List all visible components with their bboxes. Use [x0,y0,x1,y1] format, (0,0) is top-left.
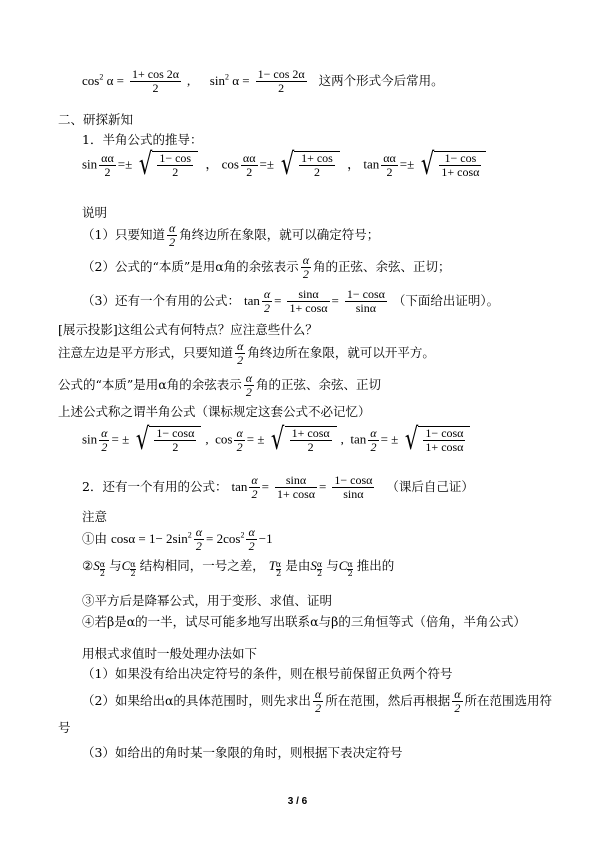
root-method-title: 用根式求值时一般处理办法如下 [82,646,258,661]
essence-line: 公式的“本质”是用α角的余弦表示 $\frac{\alpha}{2}$ 角的正弦、余弦、正切 [58,371,382,399]
note-2-text-b: 角的正弦、余弦、正切； [313,259,451,274]
subheading-half-angle: 1．半角公式的推导： [82,132,203,147]
condition-2-text-a: 与 [109,558,122,573]
note-1-text-b: 角终边所在象限，就可以确定符号； [179,227,380,242]
note-1: （1）只要知道 $\frac{\alpha}{2}$ 角终边所在象限，就可以确定符号； [82,221,380,249]
attention-title-2: 注意 [82,509,108,524]
note-3-text-b: （下面给出证明）。 [392,293,500,308]
formula-line-half-angle-1: sin $\frac{\alpha\alpha}{2}$ =± √ $\frac{1- \cos}{2}$ ， cos $\frac{\alpha\alpha}{2}$ =± √ $\frac{1+ \cos}{2}$ ， tan $\frac{\alpha\alpha}{2}$ =± √ $\frac{1- \cos}{1+ \cos\alpha}$ [82,150,486,180]
essence-text-a: 公式的“本质”是用α角的余弦表示 [58,377,242,392]
root-method-3: （3）如给出的角时某一象限的角时，则根据下表决定符号 [82,745,403,760]
condition-2-text-c: 是由 [285,558,311,573]
note-1-text-a: （1）只要知道 [82,227,165,242]
note-title: 说明 [82,205,108,220]
condition-2: ②S $\frac{\alpha}{2}$ 与C $\frac{\alpha}{2}$ 结构相同，一号之差， T $\frac{\alpha}{2}$ 是由S $\frac{\alpha}{2}$ 与C $\frac{\alpha}{2}$ 推出的 [82,558,395,578]
root-method-2-text-c: 所在范围选用符 [464,693,553,708]
root-method-2-text-b: 所在范围，然后再根据 [325,693,451,708]
root-method-1: （1）如果没有给出决定符号的条件，则在根号前保留正负两个符号 [82,666,453,681]
page-number: 3 / 6 [287,796,308,807]
root-method-2-wrap: 号 [58,720,71,735]
text-common-use: 这两个形式今后常用。 [318,73,444,88]
useful-formula-line: 2．还有一个有用的公式： tan $\frac{\alpha}{2}$ = $\frac{\sin\alpha}{1+ \cos\alpha}$ = $\frac{1- \cos\alpha}{\sin\alpha}$ （课后自己证） [82,473,474,501]
useful-formula-text-b: （课后自己证） [386,479,474,494]
attention-text-b: 角终边所在象限，就可以开平方。 [247,345,435,360]
condition-1: ①由 $\cos\alpha = 1- 2\sin^2$ $\frac{\alpha}{2}$ = $2\cos^2$ $\frac{\alpha}{2}$ −1 [82,525,273,553]
formula-line-squares: $\cos^2 \alpha$ = $\frac{1+ \cos 2\alpha}{2}$ , $\sin^2 \alpha$ = $\frac{1- \cos 2\alpha}{2}$ 这两个形式今后常用。 [82,67,444,95]
note-3: （3）还有一个有用的公式： tan $\frac{\alpha}{2}$ = $\frac{\sin\alpha}{1+ \cos\alpha}$ = $\frac{1- \cos\alpha}{\sin\alpha}$ （下面给出证明）。 [82,287,500,315]
useful-formula-text-a: 2．还有一个有用的公式： [82,479,228,494]
attention-text-a: 注意左边是平方形式，只要知道 [58,345,234,360]
condition-2-text-d: 与 [326,558,339,573]
essence-text-b: 角的正弦、余弦、正切 [256,377,382,392]
condition-2-text-e: 推出的 [356,558,395,573]
section-heading-2: 二、研探新知 [58,112,134,127]
note-2-text-a: （2）公式的“本质”是用α角的余弦表示 [82,259,299,274]
named-formulas-line: 上述公式称之谓半角公式（课标规定这套公式不必记忆） [58,404,371,419]
condition-4: ④若β是α的一半，试尽可能多地写出联系α与β的三角恒等式（倍角，半角公式） [82,614,526,629]
note-2: （2）公式的“本质”是用α角的余弦表示 $\frac{\alpha}{2}$ 角的正弦、余弦、正切； [82,253,451,281]
condition-3: ③平方后是降幂公式，用于变形、求值、证明 [82,593,333,608]
note-3-text-a: （3）还有一个有用的公式： [82,293,240,308]
root-method-2: （2）如果给出α的具体范围时，则先求出 $\frac{\alpha}{2}$ 所在范围，然后再根据 $\frac{\alpha}{2}$ 所在范围选用符 [82,687,553,715]
root-method-2-text-a: （2）如果给出α的具体范围时，则先求出 [82,693,311,708]
condition-2-text-b: 结构相同，一号之差， [139,558,265,573]
formula-line-half-angle-2: sin $\frac{\alpha}{2}$ = ± √ $\frac{1- \cos\alpha}{2}$ , cos $\frac{\alpha}{2}$ = ± √ $\frac{1+ \cos\alpha}{2}$ , tan $\frac{\alpha}{2}$ = ± √ $\frac{1- \cos\alpha}{1+ \cos\alpha}$ [82,425,470,455]
condition-1-text: ①由 [82,531,108,546]
projection-question: [展示投影]这组公式有何特点？应注意些什么？ [58,322,318,337]
attention-line: 注意左边是平方形式，只要知道 $\frac{\alpha}{2}$ 角终边所在象限，就可以开平方。 [58,339,435,367]
